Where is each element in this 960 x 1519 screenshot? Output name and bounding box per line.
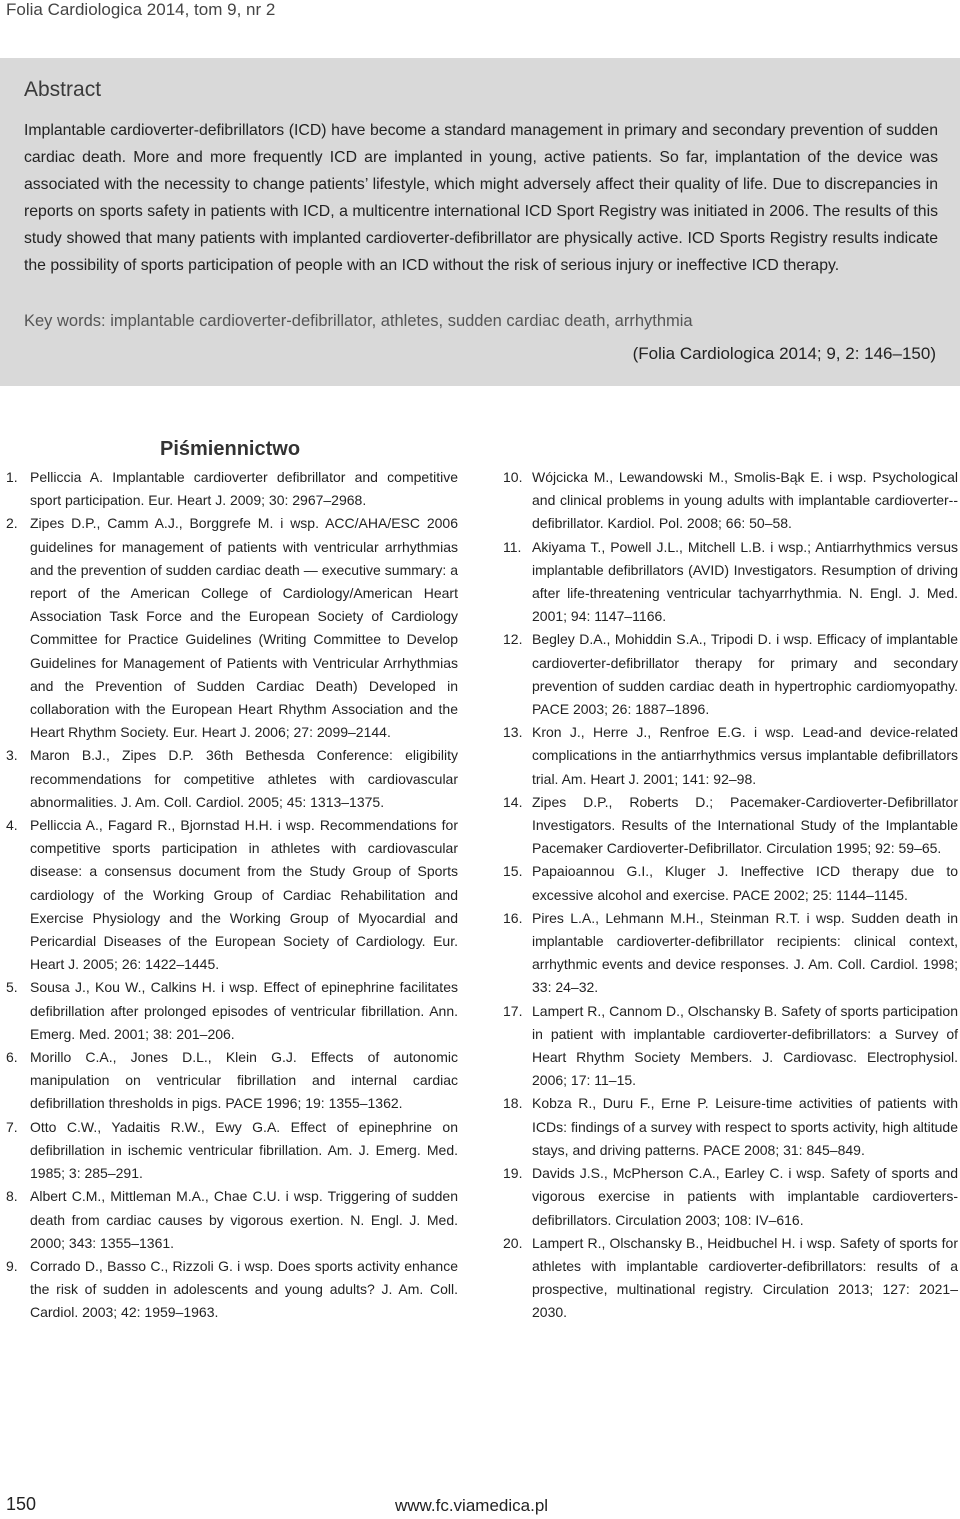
reference-number: 13. [503, 724, 523, 741]
reference-text: Kobza R., Duru F., Erne P. Leisure-time activities of patients with ICDs: findings of a survey with respect to sports activity, high altitude stays, and driving patterns. PACE 2008; 31: 845–849. [532, 1095, 958, 1158]
reference-number: 15. [503, 863, 523, 880]
page-number: 150 [6, 1494, 37, 1514]
reference-number: 1. [6, 469, 18, 485]
reference-number: 7. [6, 1118, 18, 1135]
reference-number: 18. [503, 1095, 523, 1112]
reference-text: Morillo C.A., Jones D.L., Klein G.J. Effects of autonomic manipulation on ventricular fibrillation and internal cardiac defibrillation thresholds in pigs. PACE 1996; 19: 1355–1362. [30, 1049, 458, 1112]
keywords: Key words: implantable cardioverter-defibrillator, athletes, sudden cardiac death, arrhythmia [24, 312, 693, 330]
reference-text: Albert C.M., Mittleman M.A., Chae C.U. i wsp. Triggering of sudden death from cardiac causes by vigorous exertion. N. Engl. J. Med. 2000; 343: 1355–1361. [30, 1188, 458, 1251]
reference-number: 8. [6, 1188, 18, 1205]
citation: (Folia Cardiologica 2014; 9, 2: 146–150) [632, 344, 936, 363]
reference-number: 3. [6, 747, 18, 764]
reference-number: 5. [6, 979, 18, 996]
abstract-title: Abstract [24, 78, 102, 101]
reference-text: Pires L.A., Lehmann M.H., Steinman R.T. i wsp. Sudden death in implantable cardioverter-defibrillator recipients: clinical context, arrhythmic events and device responses. J. Am. Coll. Cardiol. 1998; 33: 24–32. [532, 909, 958, 996]
reference-text: Pelliccia A., Fagard R., Bjornstad H.H. i wsp. Recommendations for competitive sports participation in athletes with cardiovascular disease: a consensus document from the Study Group of Sports cardiology of the Working Group of Cardiac Rehabilitation and Exercise Physiology and the Working Group of Myocardial and Pericardial Diseases of the European Society of Cardiology. Eur. Heart J. 2005; 26: 1422–1445. [30, 817, 458, 973]
reference-text: Corrado D., Basso C., Rizzoli G. i wsp. Does sports activity enhance the risk of sudden in adolescents and young adults? J. Am. Coll. Cardiol. 2003; 42: 1959–1963. [30, 1257, 458, 1321]
reference-number: 11. [503, 538, 522, 555]
reference-number: 17. [503, 1002, 523, 1019]
reference-text: Lampert R., Olschansky B., Heidbuchel H. i wsp. Safety of sports for athletes with implantable cardioverter-defibrillators: results of a prospective, multinational registry. Circulation 2013; 127: 2021–2030. [532, 1234, 958, 1321]
footer-url: www.fc.viamedica.pl [395, 1496, 549, 1515]
reference-number: 14. [503, 793, 523, 810]
reference-item [6, 1046, 458, 1116]
reference-text: Lampert R., Cannom D., Olschansky B. Safety of sports participation in patient with implantable cardioverter-defibrillators: a Survey of Heart Rhythm Society Members. J. Cardiovasc. Electrophysiol. 2006; 17: 11–15. [532, 1002, 958, 1089]
reference-item [503, 1092, 958, 1162]
reference-text: Kron J., Herre J., Renfroe E.G. i wsp. Lead-and device-related complications in the antiarrhythmics versus implantable defibrillators trial. Am. Heart J. 2001; 141: 92–98. [532, 724, 958, 787]
reference-number: 10. [503, 469, 523, 485]
reference-item [503, 1000, 958, 1093]
reference-item [503, 721, 958, 791]
reference-number: 20. [503, 1234, 523, 1251]
reference-item [503, 536, 958, 629]
reference-item [503, 907, 958, 1000]
references-left-column [6, 466, 458, 1325]
reference-number: 6. [6, 1049, 18, 1066]
reference-number: 19. [503, 1165, 523, 1182]
reference-number: 12. [503, 631, 523, 648]
reference-text: Akiyama T., Powell J.L., Mitchell L.B. i wsp.; Antiarrhythmics versus implantable defibrillators (AVID) Investigators. Resumption of driving after life-threatening ventricular tachyarrhythmia. N. Engl. J. Med. 2001; 94: 1147–1166. [532, 538, 958, 625]
reference-text: Sousa J., Kou W., Calkins H. i wsp. Effect of epinephrine facilitates defibrillation after prolonged episodes of ventricular fibrillation. Ann. Emerg. Med. 2001; 38: 201–206. [30, 979, 458, 1042]
reference-item [503, 466, 958, 536]
reference-item [6, 1116, 458, 1186]
reference-item [6, 744, 458, 814]
reference-item [503, 791, 958, 861]
reference-text: Pelliccia A. Implantable cardioverter defibrillator and competitive sport participation. Eur. Heart J. 2009; 30: 2967–2968. [30, 469, 458, 509]
abstract-text: Implantable cardioverter-defibrillators (ICD) have become a standard management in primary and secondary prevention of sudden cardiac death. More and more frequently ICD are implanted in young, active patients. So far, implantation of the device was associated with the necessity to change patients’ lifestyle, which might adversely affect their quality of life. Due to discrepancies in reports on sports safety in patients with ICD, a multicentre international ICD Sport Registry was initiated in 2006. The results of this study showed that many patients with implanted cardioverter-defibrillator are physically active. ICD Sports Registry results indicate the possibility of sports participation of people with an ICD without the risk of serious injury or ineffective ICD therapy. [24, 122, 938, 274]
reference-item [503, 1232, 958, 1325]
running-head: Folia Cardiologica 2014, tom 9, nr 2 [6, 0, 276, 19]
reference-item [6, 976, 458, 1046]
reference-text: Otto C.W., Yadaitis R.W., Ewy G.A. Effect of epinephrine on defibrillation in ischemic ventricular fibrillation. Am. J. Emerg. Med. 1985; 3: 285–291. [30, 1118, 458, 1182]
reference-item [6, 466, 458, 512]
reference-item [6, 1185, 458, 1255]
reference-item [6, 512, 458, 744]
references-right-column [503, 466, 958, 1325]
reference-text: Begley D.A., Mohiddin S.A., Tripodi D. i wsp. Efficacy of implantable cardioverter-defibrillator therapy for primary and secondary prevention of sudden cardiac death in hypertrophic cardiomyopathy. PACE 2003; 26: 1887–1896. [532, 631, 958, 718]
reference-text: Wójcicka M., Lewandowski M., Smolis-Bąk E. i wsp. Psychological and clinical problems in young adults with implantable cardioverter--defibrillator. Kardiol. Pol. 2008; 66: 50–58. [532, 469, 958, 532]
reference-item [503, 860, 958, 906]
reference-item [503, 1162, 958, 1232]
reference-number: 16. [503, 909, 523, 926]
reference-item [6, 1255, 458, 1325]
reference-item [6, 814, 458, 976]
reference-text: Zipes D.P., Roberts D.; Pacemaker-Cardioverter-Defibrillator Investigators. Results of the International Study of the Implantable Pacemaker Cardioverter-Defibrillator. Circulation 1995; 92: 59–65. [532, 793, 958, 857]
reference-text: Maron B.J., Zipes D.P. 36th Bethesda Conference: eligibility recommendations for competitive athletes with cardiovascular abnormalities. J. Am. Coll. Cardiol. 2005; 45: 1313–1375. [30, 747, 458, 810]
reference-number: 2. [6, 515, 18, 532]
references-heading: Piśmiennictwo [160, 438, 301, 460]
reference-item [503, 628, 958, 721]
reference-number: 9. [6, 1257, 18, 1274]
reference-text: Zipes D.P., Camm A.J., Borggrefe M. i wsp. ACC/AHA/ESC 2006 guidelines for management of patients with ventricular arrhythmias and the prevention of sudden cardiac death — executive summary: a report of the American College of Cardiology/American Heart Association Task Force and the European Society of Cardiology Committee for Practice Guidelines (Writing Committee to Develop Guidelines for Management of Patients with Ventricular Arrhythmias and the Prevention of Sudden Cardiac Death) Developed in collaboration with the European Heart Rhythm Association and the Heart Rhythm Society. Eur. Heart J. 2006; 27: 2099–2144. [30, 515, 458, 741]
reference-number: 4. [6, 817, 18, 834]
reference-text: Papaioannou G.I., Kluger J. Ineffective ICD therapy due to excessive alcohol and exercise. PACE 2002; 25: 1144–1145. [532, 863, 958, 903]
reference-text: Davids J.S., McPherson C.A., Earley C. i wsp. Safety of sports and vigorous exercise in patients with implantable cardioverters-defibrillators. Circulation 2003; 108: IV–616. [532, 1165, 958, 1228]
